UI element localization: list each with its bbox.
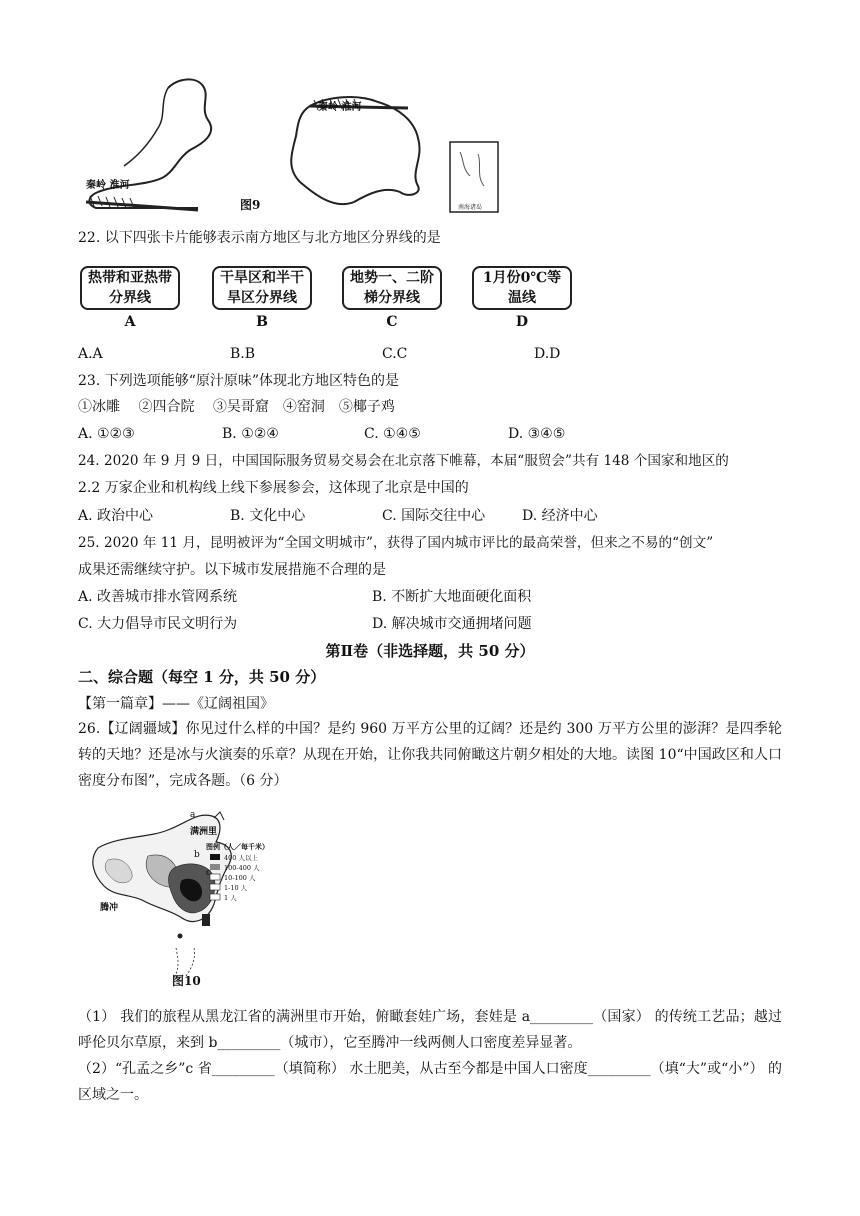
q24-stem-line2: 2.2 万家企业和机构线上线下参展参会，这体现了北京是中国的 (78, 480, 469, 496)
q24-option-d: D. 经济中心 (522, 508, 598, 524)
legend-item-1: 400 人以上 (224, 854, 258, 862)
legend-item-4: 1-10 人 (224, 884, 248, 892)
figure-9-label-left: 秦岭 淮河 (86, 180, 130, 191)
q24-option-c: C. 国际交往中心 (382, 508, 486, 524)
map-label-city: 满洲里 (190, 827, 218, 837)
q22-card-b (212, 266, 312, 310)
q23-items: ①冰雕 ②四合院 ③吴哥窟 ④窑洞 ⑤椰子鸡 (78, 399, 395, 415)
q26-sub1: （1） 我们的旅程从黑龙江省的满洲里市开始，俯瞰套娃广场，套娃是 a_________（国家） 的传统工艺品；越过呼伦贝尔草原，来到 b_________（城市），它至腾冲一线两侧人口密度差异显著。 (78, 1009, 782, 1051)
section-2-title: 第Ⅱ卷（非选择题，共 50 分） (325, 642, 535, 660)
q22-card-a (80, 266, 180, 310)
map-label-tengchong: 腾冲 (100, 903, 119, 913)
q22-card-d-letter: D (515, 314, 529, 330)
legend-item-2: 100-400 人 (224, 864, 260, 872)
q22-card-c-text: 地势一、二阶梯分界线 (350, 270, 434, 306)
figure-9 (78, 68, 508, 218)
q22-option-a: A.A (78, 346, 103, 362)
q22-card-a-letter: A (124, 314, 136, 330)
figure-9-inset-caption: 南海诸岛 (458, 204, 483, 211)
q23-option-c: C. ①④⑤ (364, 426, 421, 442)
q25-option-c: C. 大力倡导市民文明行为 (78, 616, 238, 632)
section-2-part: 二、综合题（每空 1 分，共 50 分） (78, 668, 326, 686)
figure-9-caption: 图9 (240, 198, 261, 212)
q25-option-a: A. 改善城市排水管网系统 (78, 589, 238, 605)
map-label-b: b (194, 850, 200, 860)
q23-option-a: A. ①②③ (78, 426, 135, 442)
figure-10-caption: 图10 (172, 974, 201, 988)
q24-option-a: A. 政治中心 (78, 508, 154, 524)
q22-card-c (342, 266, 442, 310)
map-label-c: c (206, 868, 212, 878)
q23-stem: 23. 下列选项能够“原汁原味”体现北方地区特色的是 (78, 373, 400, 389)
q22-card-d-text: 1月份0℃等温线 (482, 270, 562, 306)
q22-card-b-letter: B (256, 314, 268, 330)
q25-option-b: B. 不断扩大地面硬化面积 (372, 589, 532, 605)
q22-card-c-letter: C (386, 314, 398, 330)
q24-stem-line1: 24. 2020 年 9 月 9 日，中国国际服务贸易交易会在北京落下帷幕，本届“服贸会”共有 148 个国家和地区的 (78, 453, 729, 469)
q25-stem-line2: 成果还需继续守护。以下城市发展措施不合理的是 (78, 562, 386, 578)
q22-card-d (472, 266, 572, 310)
q25-stem-line1: 25. 2020 年 11 月，昆明被评为“全国文明城市”，获得了国内城市评比的最高荣誉，但来之不易的“创文” (78, 535, 714, 551)
q22-option-c: C.C (382, 346, 408, 362)
q25-option-d: D. 解决城市交通拥堵问题 (372, 616, 532, 632)
q26-sub2: （2）“孔孟之乡”c 省_________（填简称） 水土肥美，从古至今都是中国人口密度_________（填“大”或“小”） 的区域之一。 (78, 1061, 782, 1103)
q22-stem: 22. 以下四张卡片能够表示南方地区与北方地区分界线的是 (78, 230, 441, 246)
q26-stem: 26.【辽阔疆域】你见过什么样的中国？是约 960 万平方公里的辽阔？还是约 300 万平方公里的澎湃？是四季轮转的天地？还是冰与火演奏的乐章？从现在开始，让你我共同俯瞰这片朝夕相处的大地。读图 10“中国政区和人口密度分布图”，完成各题。（6 分） (78, 721, 782, 789)
q23-option-d: D. ③④⑤ (508, 426, 566, 442)
figure-9-map (78, 68, 508, 218)
q22-option-d: D.D (534, 346, 561, 362)
q24-option-b: B. 文化中心 (230, 508, 306, 524)
map-label-a: a (190, 810, 196, 820)
figure-10 (78, 808, 318, 986)
legend-item-5: 1 人 (224, 894, 237, 902)
q23-option-b: B. ①②④ (222, 426, 279, 442)
legend-title: 图例（人／每千米） (206, 842, 269, 851)
q22-card-a-text: 热带和亚热带分界线 (88, 270, 172, 306)
figure-9-label-right: 秦岭 淮河 (318, 102, 362, 113)
legend-item-3: 10-100 人 (224, 874, 256, 882)
section-2-chapter: 【第一篇章】——《辽阔祖国》 (78, 696, 274, 712)
q22-card-b-text: 干旱区和半干旱区分界线 (220, 270, 304, 306)
q22-option-b: B.B (230, 346, 256, 362)
